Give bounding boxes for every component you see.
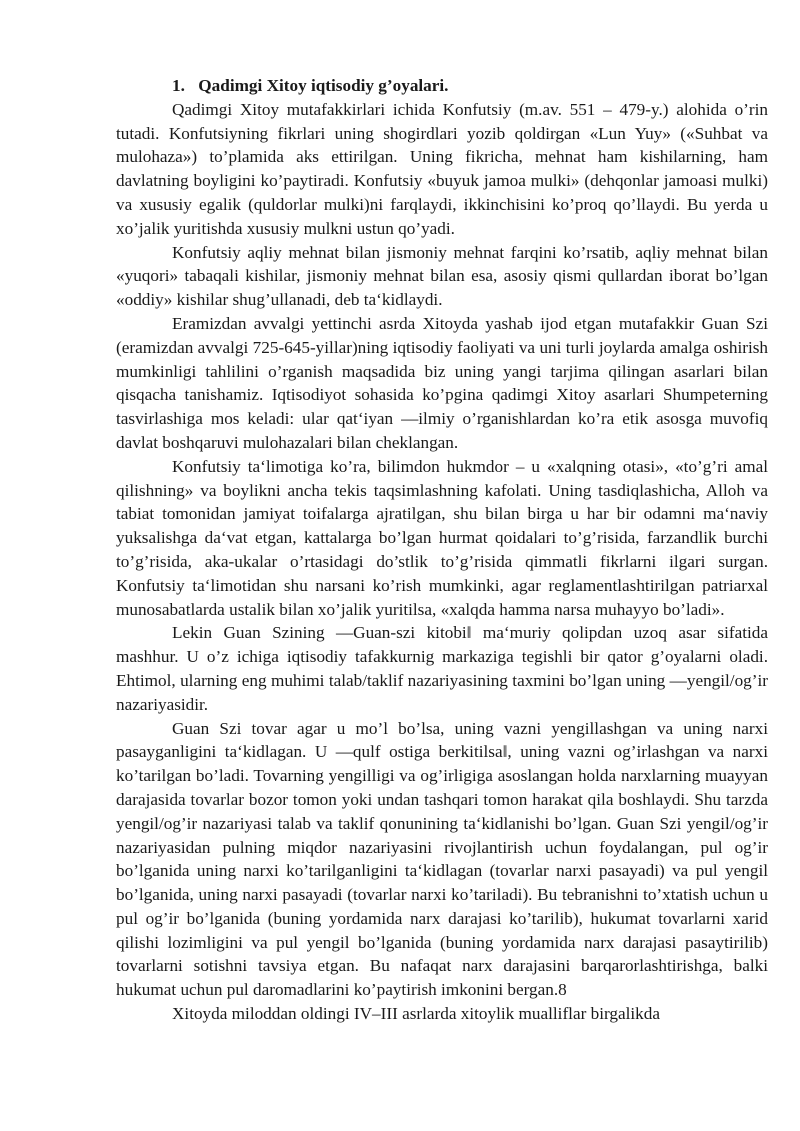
section-number: 1. (172, 76, 185, 95)
section-title: Qadimgi Xitoy iqtisodiy g’oyalari. (198, 76, 449, 95)
document-page (116, 74, 768, 1026)
section-heading (116, 74, 768, 98)
paragraph-3: Eramizdan avvalgi yettinchi asrda Xitoyda yashab ijod etgan mutafakkir Guan Szi (eramizdan avvalgi 725-645-yillar)ning iqtisodiy faoliyati va uni turli joylarda amalga oshirish mumkinligi tahlilini o’rganish maqsadida biz uning yangi tarjima qilingan asarlari bilan qisqacha tanishamiz. Iqtisodiyot sohasida ko’pgina qadimgi Xitoy asarlari Shumpeterning tasvirlashiga mos keladi: ular qat‘iyan ―ilmiy o’rganishlardan ko’ra etik asosga muvofiq davlat boshqaruvi mulohazalari bilan cheklangan. (116, 313, 768, 452)
paragraph-1: Qadimgi Xitoy mutafakkirlari ichida Konfutsiy (m.av. 551 – 479-y.) alohida o’rin tutadi. Konfutsiyning fikrlari uning shogirdlari yozib qoldirgan «Lun Yuy» («Suhbat va mulohaza») to’plamida aks ettirilgan. Uning fikricha, mehnat ham kishilarning, ham davlatning boyligini ko’paytiradi. Konfutsiy «buyuk jamoa mulki» (dehqonlar jamoasi mulki) va xususiy egalik (quldorlar mulki)ni farqlaydi, ikkinchisini ko’proq qo’llaydi. Bu yerda u xo’jalik yuritishda xususiy mulkni ustun qo’yadi. (116, 99, 768, 238)
paragraph-4: Konfutsiy ta‘limotiga ko’ra, bilimdon hukmdor – u «xalqning otasi», «to’g’ri amal qilishning» va boylikni ancha tekis taqsimlashning kafolati. Uning tasdiqlashicha, Alloh va tabiat tomonidan jamiyat toifalarga ajratilgan, shu bilan birga u har bir odamni ma‘naviy yuksalishga da‘vat etgan, kattalarga bo’lgan hurmat qoidalari to’g’risida, farzandlik burchi to’g’risida, aka-ukalar o’rtasidagi do’stlik to’g’risida qimmatli fikrlarni ilgari surgan. Konfutsiy ta‘limotidan shu narsani ko’rish mumkinki, agar reglamentlashtirilgan patriarxal munosabatlarda ustalik bilan xo’jalik yuritilsa, «xalqda hamma narsa muhayyo bo’ladi». (116, 456, 768, 619)
paragraph-2: Konfutsiy aqliy mehnat bilan jismoniy mehnat farqini ko’rsatib, aqliy mehnat bilan «yuqori» tabaqali kishilar, jismoniy mehnat bilan esa, asosiy qismi qullardan iborat bo’lgan «oddiy» kishilar shug’ullanadi, deb ta‘kidlaydi. (116, 242, 768, 310)
paragraph-5: Lekin Guan Szining ―Guan-szi kitobi‖ ma‘muriy qolipdan uzoq asar sifatida mashhur. U o’z ichiga iqtisodiy tafakkurnig markaziga tegishli bir qator g’oyalarni oladi. Ehtimol, ularning eng muhimi talab/taklif nazariyasining taxmini bo’lgan uning ―yengil/og’ir nazariyasidir. (116, 623, 768, 714)
paragraph-6: Guan Szi tovar agar u mo’l bo’lsa, uning vazni yengillashgan va uning narxi pasayganligini ta‘kidlagan. U ―qulf ostiga berkitilsa‖, uning vazni og’irlashgan va narxi ko’tarilgan bo’ladi. Tovarning yengilligi va og’irligiga asoslangan holda narxlarning muayyan darajasida tovarlar bozor tomon yoki undan tashqari tomon harakat qila boshlaydi. Shu tarzda yengil/og’ir nazariyasi talab va taklif qonunining ta‘kidlanishi bo’lgan. Guan Szi yengil/og’ir nazariyasidan pulning miqdor nazariyasini rivojlantirish uchun foydalangan, pul og’ir bo’lganida uning narxi ko’tarilganligini ta‘kidlagan (tovarlar narxi pasayadi) va pul yengil bo’lganida, uning narxi pasayadi (tovarlar narxi ko’tariladi). Bu tebranishni to’xtatish uchun u pul og’ir bo’lganida (buning yordamida narx darajasi ko’tarilib), hukumat tovarlarni xarid qilishi lozimligini va pul yengil bo’lganida (buning yordamida narx darajasi pasaytirilib) tovarlarni sotishni tavsiya etgan. Bu nafaqat narx darajasini barqarorlashtirishga, balki hukumat uchun pul daromadlarini ko’paytirish imkonini bergan.8 (116, 718, 768, 1000)
paragraph-7: Xitoyda miloddan oldingi IV–III asrlarda xitoylik mualliflar birgalikda (172, 1004, 660, 1024)
